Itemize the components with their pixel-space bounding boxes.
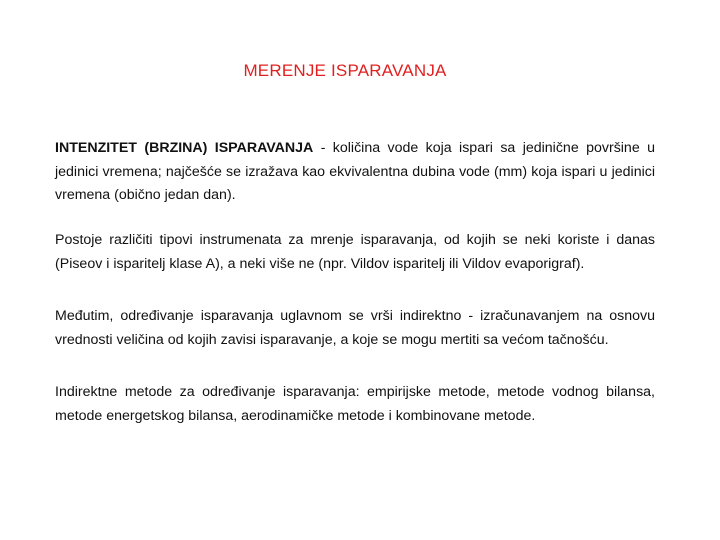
definition-text: - količina vode koja ispari sa jedinične površine u jedinici vremena; najčešće se izražava kao ekvivalentna dubina vode (mm) koja ispari u jedinici vremena (obično jedan dan).	[55, 140, 655, 203]
definition-term: INTENZITET (BRZINA) ISPARAVANJA	[55, 140, 314, 156]
paragraph-indirect: Međutim, određivanje isparavanja uglavnom se vrši indirektno - izračunavanjem na osnovu vrednosti veličina od kojih zavisi isparavanje, a koje se mogu mertiti sa većom tačnošću.	[55, 308, 655, 348]
definition-paragraph	[55, 137, 655, 208]
paragraph-instruments: Postoje različiti tipovi instrumenata za mrenje isparavanja, od kojih se neki koriste i danas (Piseov i isparitelj klase A), a neki više ne (npr. Vildov isparitelj ili Vildov evaporigraf).	[55, 232, 655, 272]
paragraph-methods: Indirektne metode za određivanje isparavanja: empirijske metode, metode vodnog bilansa, metode energetskog bilansa, aerodinamičke metode i kombinovane metode.	[55, 384, 655, 424]
slide-title: MERENJE ISPARAVANJA	[243, 61, 447, 80]
